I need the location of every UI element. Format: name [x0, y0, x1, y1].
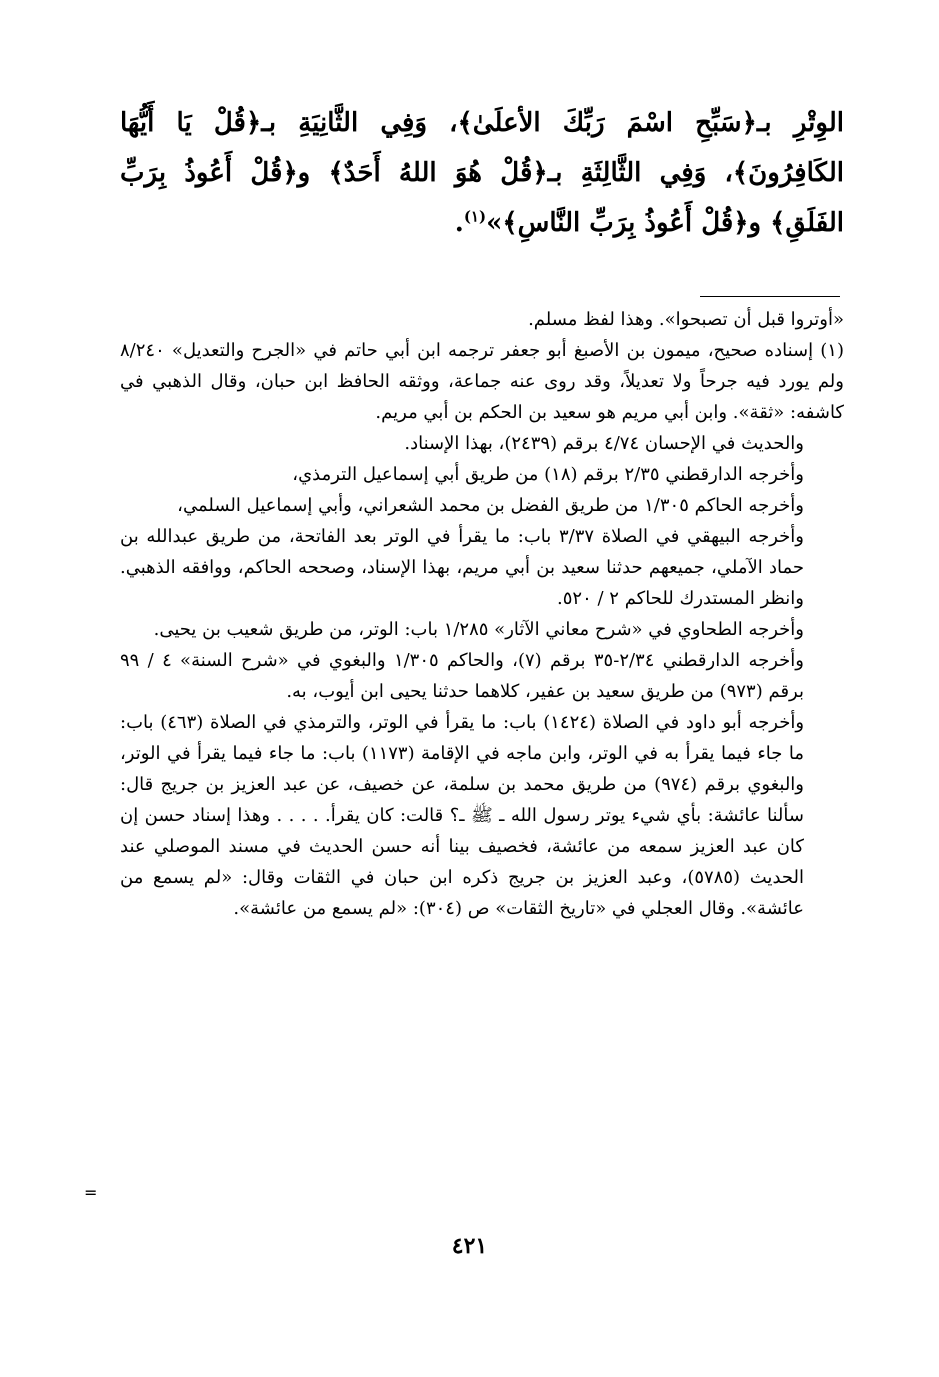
main-line-2: الكَافِرُونَ﴾، وَفِي الثَّالِثَةِ بـ﴿قُلْ هُوَ اللهُ أَحَدٌ﴾ و﴿قُلْ أَعُوذُ بِرَبِّ الفَلَقِ﴾: [120, 158, 844, 238]
footnotes: [120, 304, 844, 924]
footnote-paragraph: وأخرجه الطحاوي في «شرح معاني الآثار» ١/٢٨٥ باب: الوتر، من طريق شعيب بن يحيى.: [153, 619, 804, 640]
footnote-separator: [700, 296, 840, 297]
footnote-paragraph: وأخرجه البيهقي في الصلاة ٣/٣٧ باب: ما يقرأ في الوتر بعد الفاتحة، من طريق عبدالله بن حماد الآملي، جميعهم حدثنا سعيد بن أبي مريم، بهذا الإسناد، وصححه الحاكم، ووافقه الذهبي. وانظر المستدرك للحاكم ٢ / ٥٢٠.: [120, 526, 804, 609]
footnote-continuation: «أوتروا قبل أن تصبحوا». وهذا لفظ مسلم.: [528, 309, 844, 330]
page-number: ٤٢١: [451, 1233, 488, 1259]
continuation-mark: =: [84, 1183, 98, 1202]
main-line-1: الوِتْرِ بـ﴿سَبِّحِ اسْمَ رَبِّكَ الأعلَىٰ﴾، وَفِي الثَّانِيَةِ بـ﴿قُلْ يَا أَيُّهَا: [120, 108, 844, 138]
footnote-reference: (١): [463, 207, 487, 226]
footnote-paragraph: وأخرجه أبو داود في الصلاة (١٤٢٤) باب: ما يقرأ في الوتر، والترمذي في الصلاة (٤٦٣) باب: ما جاء فيما يقرأ به في الوتر، وابن ماجه في الإقامة (١١٧٣) باب: ما جاء فيما يقرأ في الوتر، والبغوي برقم (٩٧٤) من طريق محمد بن سلمة، عن خصيف، عن عبد العزيز بن جريج قال: سألنا عائشة: بأي شيء يوتر رسول الله ـ ﷺ ـ؟ قالت: كان يقرأ. . . . . وهذا إسناد حسن إن كان عبد العزيز سمعه من عائشة، فخصيف بينا أنه حسن الحديث في مسند الموصلي عند الحديث (٥٧٨٥)، وعبد العزيز بن جريج ذكره ابن حبان في الثقات وقال: «لم يسمع من عائشة». وقال العجلي في «تاريخ الثقات» ص (٣٠٤): «لم يسمع من عائشة».: [120, 712, 805, 919]
main-line-3: و﴿قُلْ أَعُوذُ بِرَبِّ النَّاسِ﴾»: [486, 208, 762, 238]
main-text: [120, 98, 844, 248]
footnote-paragraph: وأخرجه الدارقطني ٢/٣٤-٣٥ برقم (٧)، والحاكم ١/٣٠٥ والبغوي في «شرح السنة» ٤ / ٩٩ برقم (٩٧٣) من طريق سعيد بن عفير، كلاهما حدثنا يحيى ابن أيوب، به.: [120, 650, 804, 702]
footnote-paragraph: وأخرجه الدارقطني ٢/٣٥ برقم (١٨) من طريق أبي إسماعيل الترمذي،: [292, 464, 804, 485]
footnote-paragraph: وأخرجه الحاكم ١/٣٠٥ من طريق الفضل بن محمد الشعراني، وأبي إسماعيل السلمي،: [177, 495, 804, 516]
footnote-1: (١) إسناده صحيح، ميمون بن الأصبغ أبو جعفر ترجمه ابن أبي حاتم في «الجرح والتعديل» ٨/٢٤٠ ولم يورد فيه جرحاً ولا تعديلاً، وقد روى عنه جماعة، ووثقه الحافظ ابن حبان، وقال الذهبي في كاشفه: «ثقة». وابن أبي مريم هو سعيد بن الحكم بن أبي مريم.: [120, 340, 844, 423]
main-end-period: .: [454, 208, 464, 238]
footnote-paragraph: والحديث في الإحسان ٤/٧٤ برقم (٢٤٣٩)، بهذا الإسناد.: [404, 433, 804, 454]
